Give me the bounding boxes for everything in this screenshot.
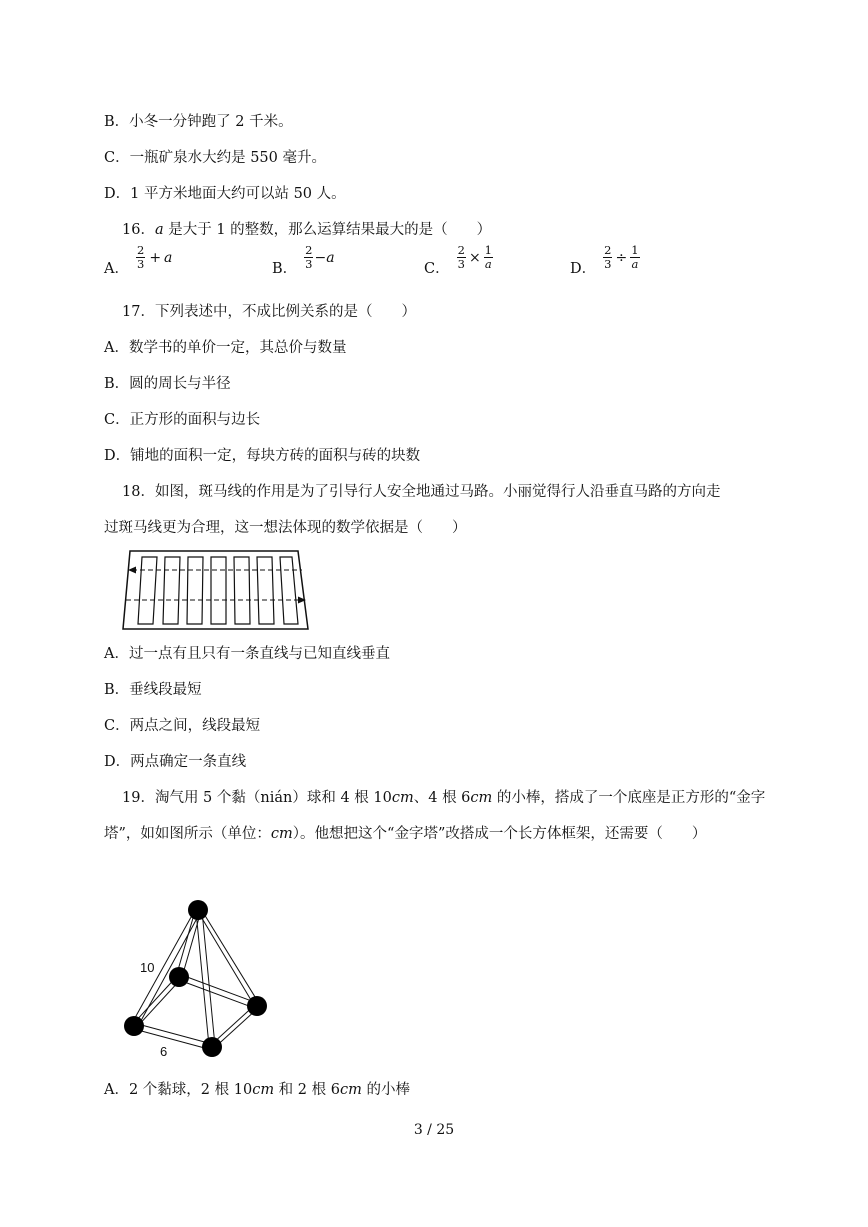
q16-option-b	[272, 243, 335, 279]
option-label: C．	[424, 261, 450, 277]
fraction: $\frac{2}{3}$	[604, 243, 612, 271]
q19-stem-line1: 19．淘气用 5 个黏（nián）球和 4 根 10cm、4 根 6cm 的小棒，搭成了一个底座是正方形的“金字	[122, 790, 766, 806]
zebra-crossing-figure	[120, 548, 310, 632]
q16-stem	[122, 220, 491, 240]
q18-option-b: B．垂线段最短	[104, 682, 202, 698]
q17-stem: 17．下列表述中，不成比例关系的是（ ）	[122, 304, 416, 320]
fraction: $\frac{1}{a}$	[484, 243, 492, 271]
option-label: A．	[104, 261, 129, 277]
q19-option-a: A．2 个黏球，2 根 10cm 和 2 根 6cm 的小棒	[104, 1082, 410, 1098]
q18-stem-line1: 18．如图，斑马线的作用是为了引导行人安全地通过马路。小丽觉得行人沿垂直马路的方向走	[122, 484, 721, 500]
q17-option-c: C．正方形的面积与边长	[104, 412, 261, 428]
q18-option-c: C．两点之间，线段最短	[104, 718, 261, 734]
pyramid-sticks	[131, 909, 260, 1050]
q17-option-d: D．铺地的面积一定，每块方砖的面积与砖的块数	[104, 448, 421, 464]
fraction: $\frac{1}{a}$	[631, 243, 639, 271]
times-sign: ×	[468, 249, 481, 266]
fraction: $\frac{2}{3}$	[136, 243, 145, 271]
minus-sign: −	[314, 249, 327, 266]
q18-stem-line2: 过斑马线更为合理，这一想法体现的数学依据是（ ）	[104, 520, 467, 536]
edge-label-10: 10	[140, 960, 155, 975]
option-expression	[456, 244, 494, 271]
option-expression	[602, 244, 640, 271]
q16-option-a	[104, 243, 173, 279]
clay-balls	[124, 900, 267, 1057]
option-expression	[135, 244, 172, 271]
q15-option-d: D．1 平方米地面大约可以站 50 人。	[104, 186, 346, 202]
q19-stem-line2: 塔”，如如图所示（单位：cm）。他想把这个“金字塔”改搭成一个长方体框架，还需要（ ）	[104, 826, 707, 842]
edge-label-6: 6	[160, 1044, 168, 1059]
q18-option-d: D．两点确定一条直线	[104, 754, 247, 770]
fraction: $\frac{2}{3}$	[457, 243, 465, 271]
option-label: B．	[272, 261, 298, 277]
plus-sign: +	[149, 249, 162, 266]
variable-a: a	[326, 249, 335, 266]
page-number: 3 / 25	[413, 1122, 455, 1138]
option-label: D．	[570, 261, 597, 277]
q17-option-a: A．数学书的单价一定，其总价与数量	[104, 340, 347, 356]
q15-option-b: B．小冬一分钟跑了 2 千米。	[104, 114, 293, 130]
q16-variable: a	[154, 222, 164, 238]
q15-option-c: C．一瓶矿泉水大约是 550 毫升。	[104, 150, 326, 166]
variable-a: a	[164, 249, 173, 266]
option-expression	[303, 244, 334, 271]
pyramid-figure	[118, 892, 278, 1062]
q16-option-d	[570, 243, 641, 279]
q18-option-a: A．过一点有且只有一条直线与已知直线垂直	[104, 646, 390, 662]
q17-option-b: B．圆的周长与半径	[104, 376, 231, 392]
q16-number: 16．	[122, 222, 155, 238]
zebra-stripes	[138, 557, 298, 624]
q16-stem-text: 是大于 1 的整数，那么运算结果最大的是（ ）	[163, 222, 492, 238]
q16-option-c	[424, 243, 494, 279]
fraction: $\frac{2}{3}$	[305, 243, 313, 271]
divide-sign: ÷	[615, 249, 628, 266]
